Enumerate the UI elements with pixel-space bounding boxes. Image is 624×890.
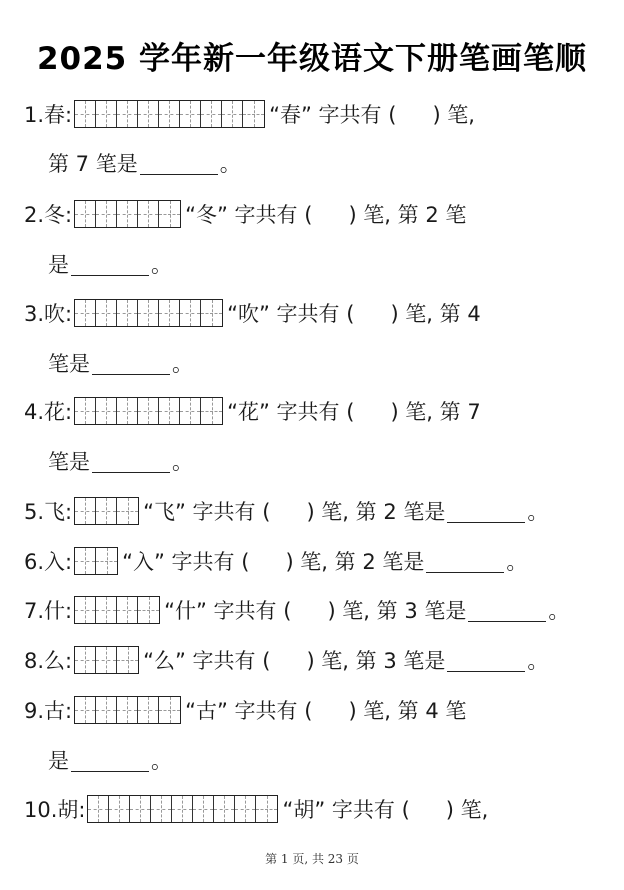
stroke-answer-blank[interactable]	[92, 352, 170, 375]
tian-grid-cell[interactable]	[96, 597, 117, 623]
question-text: ) 笔, 第 7	[390, 400, 481, 424]
tian-grid-cell[interactable]	[109, 796, 130, 822]
tian-grid-cell[interactable]	[96, 647, 117, 673]
tian-grid-cell[interactable]	[201, 101, 222, 127]
page-title: 2025 学年新一年级语文下册笔画笔顺	[36, 41, 588, 77]
tian-grid-cell[interactable]	[180, 101, 201, 127]
stroke-answer-blank[interactable]	[468, 599, 546, 622]
question-text: ) 笔, 第 2 笔是	[306, 500, 446, 524]
question-text: “花” 字共有 (	[227, 400, 355, 424]
stroke-answer-blank[interactable]	[140, 152, 218, 175]
question-label: 1.春:	[24, 103, 73, 127]
question-text: 是	[48, 749, 69, 773]
question-text: ) 笔,	[432, 103, 475, 127]
question-text: “古” 字共有 (	[185, 699, 313, 723]
tian-grid-cell[interactable]	[117, 201, 138, 227]
tian-grid-cell[interactable]	[172, 796, 193, 822]
tian-grid-cell[interactable]	[243, 101, 264, 127]
question-1	[24, 97, 475, 131]
tian-grid-cell[interactable]	[214, 796, 235, 822]
tian-grid-cell[interactable]	[159, 201, 180, 227]
page-footer: 第 1 页, 共 23 页	[265, 852, 359, 866]
question-text: “吹” 字共有 (	[227, 302, 355, 326]
tian-grid-cell[interactable]	[201, 398, 222, 424]
question-label: 10.胡:	[24, 798, 86, 822]
question-label: 5.飞:	[24, 500, 73, 524]
question-text: “入” 字共有 (	[122, 550, 250, 574]
tian-grid-cell[interactable]	[159, 101, 180, 127]
period: 。	[527, 500, 549, 524]
question-5	[24, 494, 548, 528]
stroke-answer-blank[interactable]	[92, 450, 170, 473]
tian-grid-cell[interactable]	[117, 647, 138, 673]
tian-grid-cell[interactable]	[96, 697, 117, 723]
question-text: 笔是	[48, 352, 90, 376]
question-3	[24, 296, 481, 330]
period: 。	[151, 749, 172, 773]
question-text: 第 7 笔是	[48, 152, 138, 176]
question-text: “胡” 字共有 (	[282, 798, 410, 822]
question-1-continuation	[48, 146, 241, 180]
tian-grid-cell[interactable]	[138, 101, 159, 127]
tian-grid-cell[interactable]	[256, 796, 277, 822]
period: 。	[527, 649, 549, 673]
tian-grid-cell[interactable]	[96, 300, 117, 326]
stroke-writing-grid[interactable]	[87, 795, 278, 823]
tian-grid-cell[interactable]	[117, 697, 138, 723]
question-text: 笔是	[48, 450, 90, 474]
period: 。	[151, 253, 172, 277]
question-text: 是	[48, 253, 69, 277]
period: 。	[548, 599, 570, 623]
stroke-answer-blank[interactable]	[71, 749, 149, 772]
tian-grid-cell[interactable]	[75, 398, 96, 424]
tian-grid-cell[interactable]	[201, 300, 222, 326]
question-text: ) 笔, 第 4	[390, 302, 481, 326]
tian-grid-cell[interactable]	[117, 101, 138, 127]
question-label: 3.吹:	[24, 302, 73, 326]
tian-grid-cell[interactable]	[75, 201, 96, 227]
question-3-continuation	[48, 346, 193, 380]
question-text: “飞” 字共有 (	[143, 500, 271, 524]
question-text: ) 笔, 第 2 笔是	[285, 550, 425, 574]
tian-grid-cell[interactable]	[75, 101, 96, 127]
question-8	[24, 643, 548, 677]
tian-grid-cell[interactable]	[117, 597, 138, 623]
question-text: ) 笔,	[445, 798, 489, 822]
period: 。	[219, 152, 241, 176]
question-label: 9.古:	[24, 699, 73, 723]
question-2	[24, 197, 466, 231]
question-text: “什” 字共有 (	[164, 599, 292, 623]
tian-grid-cell[interactable]	[88, 796, 109, 822]
tian-grid-cell[interactable]	[138, 300, 159, 326]
tian-grid-cell[interactable]	[75, 597, 96, 623]
tian-grid-cell[interactable]	[96, 201, 117, 227]
tian-grid-cell[interactable]	[138, 201, 159, 227]
stroke-writing-grid[interactable]	[74, 547, 118, 575]
tian-grid-cell[interactable]	[96, 398, 117, 424]
question-7	[24, 593, 569, 627]
question-text: ) 笔, 第 3 笔是	[327, 599, 467, 623]
tian-grid-cell[interactable]	[159, 300, 180, 326]
tian-grid-cell[interactable]	[159, 398, 180, 424]
tian-grid-cell[interactable]	[96, 548, 117, 574]
stroke-answer-blank[interactable]	[447, 500, 525, 523]
tian-grid-cell[interactable]	[159, 697, 180, 723]
question-label: 6.入:	[24, 550, 73, 574]
period: 。	[172, 352, 193, 376]
question-10	[24, 792, 488, 826]
question-text: “冬” 字共有 (	[185, 203, 313, 227]
stroke-writing-grid[interactable]	[74, 100, 265, 128]
question-6	[24, 544, 527, 578]
tian-grid-cell[interactable]	[96, 101, 117, 127]
question-label: 8.么:	[24, 649, 73, 673]
tian-grid-cell[interactable]	[180, 398, 201, 424]
question-4-continuation	[48, 444, 193, 478]
tian-grid-cell[interactable]	[130, 796, 151, 822]
tian-grid-cell[interactable]	[75, 697, 96, 723]
tian-grid-cell[interactable]	[138, 398, 159, 424]
period: 。	[506, 550, 528, 574]
question-text: “么” 字共有 (	[143, 649, 271, 673]
tian-grid-cell[interactable]	[138, 597, 159, 623]
tian-grid-cell[interactable]	[75, 548, 96, 574]
stroke-writing-grid[interactable]	[74, 646, 139, 674]
question-9-continuation	[48, 743, 172, 777]
tian-grid-cell[interactable]	[75, 300, 96, 326]
tian-grid-cell[interactable]	[222, 101, 243, 127]
stroke-answer-blank[interactable]	[426, 550, 504, 573]
stroke-answer-blank[interactable]	[71, 253, 149, 276]
tian-grid-cell[interactable]	[193, 796, 214, 822]
stroke-writing-grid[interactable]	[74, 497, 139, 525]
tian-grid-cell[interactable]	[117, 398, 138, 424]
stroke-writing-grid[interactable]	[74, 397, 223, 425]
tian-grid-cell[interactable]	[117, 300, 138, 326]
stroke-writing-grid[interactable]	[74, 596, 160, 624]
question-label: 7.什:	[24, 599, 73, 623]
question-label: 4.花:	[24, 400, 73, 424]
tian-grid-cell[interactable]	[235, 796, 256, 822]
tian-grid-cell[interactable]	[75, 647, 96, 673]
stroke-writing-grid[interactable]	[74, 696, 181, 724]
tian-grid-cell[interactable]	[180, 300, 201, 326]
stroke-writing-grid[interactable]	[74, 299, 223, 327]
question-label: 2.冬:	[24, 203, 73, 227]
question-4	[24, 394, 481, 428]
question-text: ) 笔, 第 3 笔是	[306, 649, 446, 673]
period: 。	[172, 450, 193, 474]
tian-grid-cell[interactable]	[75, 498, 96, 524]
tian-grid-cell[interactable]	[96, 498, 117, 524]
question-9	[24, 693, 466, 727]
question-2-continuation	[48, 247, 172, 281]
question-text: “春” 字共有 (	[269, 103, 397, 127]
question-text: ) 笔, 第 2 笔	[348, 203, 467, 227]
stroke-answer-blank[interactable]	[447, 649, 525, 672]
tian-grid-cell[interactable]	[138, 697, 159, 723]
tian-grid-cell[interactable]	[151, 796, 172, 822]
stroke-writing-grid[interactable]	[74, 200, 181, 228]
tian-grid-cell[interactable]	[117, 498, 138, 524]
question-text: ) 笔, 第 4 笔	[348, 699, 467, 723]
